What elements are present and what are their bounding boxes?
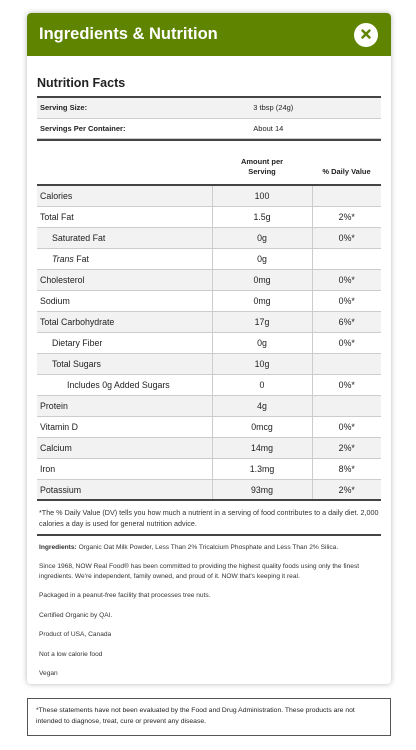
- nutrient-amount: 14mg: [212, 437, 312, 458]
- nutrient-name: Protein: [37, 395, 212, 416]
- nutrient-name: Total Sugars: [37, 353, 212, 374]
- nutrient-name: Cholesterol: [37, 269, 212, 290]
- close-button[interactable]: [354, 23, 378, 47]
- nutrient-name: Calories: [37, 185, 212, 206]
- daily-value-header: % Daily Value: [312, 157, 381, 186]
- nutrient-dv: 0%*: [312, 227, 381, 248]
- nutrient-dv: 0%*: [312, 374, 381, 395]
- nutrient-amount: 1.3mg: [212, 458, 312, 479]
- divider: [37, 139, 381, 141]
- product-notes: [37, 536, 381, 679]
- nutrient-header-row: [37, 157, 381, 186]
- nutrient-dv: 2%*: [312, 206, 381, 227]
- modal-header: [27, 13, 391, 56]
- nutrition-modal: [27, 13, 391, 684]
- nutrient-name: Dietary Fiber: [37, 332, 212, 353]
- nutrient-name-header: [37, 157, 212, 186]
- nutrient-name: Saturated Fat: [37, 227, 212, 248]
- nutrient-amount: 0: [212, 374, 312, 395]
- fda-disclaimer: *These statements have not been evaluated by the Food and Drug Administration. These products are not intended to diagnose, treat, cure or prevent any disease.: [27, 698, 391, 736]
- serving-table: [37, 98, 381, 139]
- ingredients-line: [39, 543, 379, 553]
- servings-per-container-value: About 14: [250, 118, 381, 138]
- nutrient-dv: [312, 248, 381, 269]
- close-icon: [361, 26, 371, 44]
- nutrient-name: Sodium: [37, 290, 212, 311]
- nutrient-dv: 0%*: [312, 290, 381, 311]
- note-line: Packaged in a peanut-free facility that processes tree nuts.: [39, 592, 211, 600]
- ingredients-label: Ingredients:: [39, 543, 77, 551]
- nutrient-amount: 93mg: [212, 479, 312, 500]
- nutrient-name-trans-fat: [37, 248, 212, 269]
- servings-per-container-row: [37, 118, 381, 138]
- nutrient-amount: 1.5g: [212, 206, 312, 227]
- nutrient-amount: 0g: [212, 227, 312, 248]
- table-row: [37, 332, 381, 353]
- modal-body: [27, 76, 391, 679]
- nutrient-amount: 17g: [212, 311, 312, 332]
- table-row: [37, 395, 381, 416]
- nutrient-amount: 0mcg: [212, 416, 312, 437]
- note-line: Since 1968, NOW Real Food® has been committed to providing the highest quality foods using only the finest ingredients. We're independent, family owned, and proud of it. NOW that's keeping it real.: [39, 563, 360, 580]
- table-row: [37, 248, 381, 269]
- nutrient-name: Total Carbohydrate: [37, 311, 212, 332]
- nutrient-amount: 100: [212, 185, 312, 206]
- nutrient-amount: 4g: [212, 395, 312, 416]
- table-row: [37, 416, 381, 437]
- ingredients-text: Organic Oat Milk Powder, Less Than 2% Tricalcium Phosphate and Less Than 2% Silica.: [76, 543, 339, 551]
- trans-italic-label: Trans: [52, 253, 74, 264]
- nutrient-dv: [312, 395, 381, 416]
- amount-header: Amount per Serving: [212, 157, 312, 186]
- nutrient-dv: 2%*: [312, 479, 381, 500]
- nutrition-facts-title: Nutrition Facts: [37, 76, 381, 98]
- table-row: [37, 227, 381, 248]
- nutrient-amount: 10g: [212, 353, 312, 374]
- table-row: [37, 290, 381, 311]
- nutrient-name: Total Fat: [37, 206, 212, 227]
- note-line: Not a low calorie food: [39, 650, 103, 658]
- serving-size-label: Serving Size:: [37, 98, 250, 118]
- servings-per-container-label: Servings Per Container:: [37, 118, 250, 138]
- table-row: [37, 206, 381, 227]
- note-line: Certified Organic by QAI.: [39, 611, 113, 619]
- nutrient-name: Iron: [37, 458, 212, 479]
- nutrient-dv: 6%*: [312, 311, 381, 332]
- table-row: [37, 185, 381, 206]
- nutrient-dv: [312, 185, 381, 206]
- nutrient-dv: 0%*: [312, 332, 381, 353]
- table-row: [37, 269, 381, 290]
- nutrient-dv: 8%*: [312, 458, 381, 479]
- nutrient-dv: [312, 353, 381, 374]
- nutrient-amount: 0mg: [212, 269, 312, 290]
- nutrient-dv: 0%*: [312, 269, 381, 290]
- nutrient-amount: 0g: [212, 332, 312, 353]
- nutrient-name: Potassium: [37, 479, 212, 500]
- nutrient-table: [37, 157, 381, 502]
- trans-fat-suffix: Fat: [73, 253, 89, 264]
- nutrient-dv: 0%*: [312, 416, 381, 437]
- daily-value-footnote: *The % Daily Value (DV) tells you how much a nutrient in a serving of food contributes to a daily diet. 2,000 calories a day is used for general nutrition advice.: [37, 501, 381, 535]
- table-row: [37, 374, 381, 395]
- table-row: [37, 437, 381, 458]
- serving-size-value: 3 tbsp (24g): [250, 98, 381, 118]
- nutrient-dv: 2%*: [312, 437, 381, 458]
- nutrient-name: Calcium: [37, 437, 212, 458]
- nutrient-name: Includes 0g Added Sugars: [37, 374, 212, 395]
- nutrient-name: Vitamin D: [37, 416, 212, 437]
- table-row: [37, 458, 381, 479]
- table-row: [37, 353, 381, 374]
- note-line: Vegan: [39, 670, 58, 678]
- nutrient-amount: 0mg: [212, 290, 312, 311]
- table-row: [37, 311, 381, 332]
- note-line: Product of USA, Canada: [39, 631, 112, 639]
- nutrient-amount: 0g: [212, 248, 312, 269]
- serving-size-row: [37, 98, 381, 118]
- table-row: [37, 479, 381, 500]
- modal-title: Ingredients & Nutrition: [39, 25, 218, 43]
